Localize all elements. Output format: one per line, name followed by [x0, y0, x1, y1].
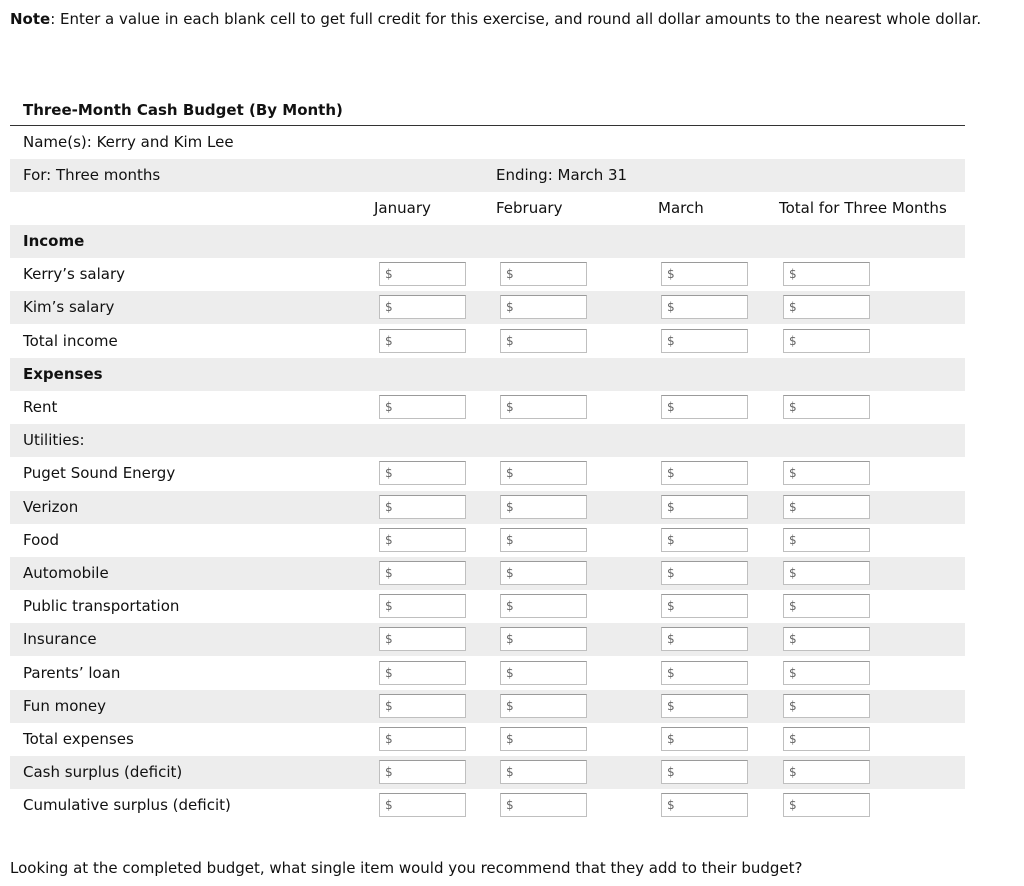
amount-cell-march[interactable] — [661, 262, 748, 286]
row-label: Verizon — [23, 498, 79, 516]
amount-cell-total[interactable] — [783, 329, 870, 353]
dollar-sign: $ — [385, 533, 393, 547]
row-label: Insurance — [23, 630, 97, 648]
budget-row-kerry-s-salary — [10, 258, 965, 291]
dollar-sign: $ — [385, 666, 393, 680]
amount-input-total[interactable] — [798, 463, 866, 483]
column-header-total: Total for Three Months — [779, 199, 947, 217]
for-label: For: Three months — [23, 166, 161, 184]
amount-cell-january[interactable] — [379, 461, 466, 485]
note-text: : Enter a value in each blank cell to get full credit for this exercise, and round all dollar amounts to the nearest whole dollar. — [50, 10, 982, 28]
amount-cell-january[interactable] — [379, 561, 466, 585]
period-row — [10, 159, 965, 192]
amount-cell-total[interactable] — [783, 661, 870, 685]
amount-input-total[interactable] — [798, 795, 866, 815]
amount-cell-january[interactable] — [379, 528, 466, 552]
amount-cell-total[interactable] — [783, 793, 870, 817]
dollar-sign: $ — [667, 765, 675, 779]
budget-row-cumulative-surplus-deficit — [10, 789, 965, 822]
dollar-sign: $ — [506, 466, 514, 480]
note-label: Note — [10, 10, 51, 28]
amount-cell-total[interactable] — [783, 262, 870, 286]
amount-input-march[interactable] — [676, 729, 744, 749]
amount-input-total[interactable] — [798, 297, 866, 317]
budget-row-expenses — [10, 358, 965, 391]
recommendation-question: Looking at the completed budget, what single item would you recommend that they add to their budget? — [10, 859, 803, 877]
amount-input-march[interactable] — [676, 264, 744, 284]
amount-input-january[interactable] — [394, 297, 462, 317]
budget-row-kim-s-salary — [10, 291, 965, 324]
amount-cell-january[interactable] — [379, 495, 466, 519]
amount-input-march[interactable] — [676, 497, 744, 517]
amount-input-total[interactable] — [798, 762, 866, 782]
amount-cell-march[interactable] — [661, 793, 748, 817]
amount-cell-january[interactable] — [379, 262, 466, 286]
amount-input-march[interactable] — [676, 629, 744, 649]
amount-input-march[interactable] — [676, 463, 744, 483]
dollar-sign: $ — [667, 666, 675, 680]
dollar-sign: $ — [506, 300, 514, 314]
dollar-sign: $ — [385, 500, 393, 514]
budget-row-parents-loan — [10, 657, 965, 690]
amount-input-total[interactable] — [798, 596, 866, 616]
row-label: Rent — [23, 398, 58, 416]
amount-input-february[interactable] — [515, 629, 583, 649]
amount-input-february[interactable] — [515, 463, 583, 483]
row-label: Kerry’s salary — [23, 265, 126, 283]
dollar-sign: $ — [506, 765, 514, 779]
dollar-sign: $ — [385, 466, 393, 480]
names-row — [10, 126, 965, 159]
amount-cell-march[interactable] — [661, 528, 748, 552]
amount-input-january[interactable] — [394, 463, 462, 483]
amount-input-january[interactable] — [394, 629, 462, 649]
dollar-sign: $ — [789, 500, 797, 514]
budget-row-rent — [10, 391, 965, 424]
budget-row-verizon — [10, 491, 965, 524]
amount-input-march[interactable] — [676, 762, 744, 782]
names-label: Name(s): Kerry and Kim Lee — [23, 133, 234, 151]
dollar-sign: $ — [789, 566, 797, 580]
row-label: Food — [23, 531, 59, 549]
dollar-sign: $ — [506, 334, 514, 348]
dollar-sign: $ — [385, 732, 393, 746]
budget-row-food — [10, 524, 965, 557]
budget-row-income — [10, 225, 965, 258]
column-header-march: March — [658, 199, 704, 217]
amount-input-march[interactable] — [676, 663, 744, 683]
amount-cell-total[interactable] — [783, 694, 870, 718]
amount-input-march[interactable] — [676, 331, 744, 351]
amount-cell-march[interactable] — [661, 594, 748, 618]
amount-input-march[interactable] — [676, 596, 744, 616]
dollar-sign: $ — [385, 300, 393, 314]
amount-cell-march[interactable] — [661, 661, 748, 685]
budget-row-automobile — [10, 557, 965, 590]
dollar-sign: $ — [667, 267, 675, 281]
amount-input-total[interactable] — [798, 264, 866, 284]
row-label: Parents’ loan — [23, 664, 121, 682]
section-heading: Expenses — [23, 365, 103, 383]
amount-cell-february[interactable] — [500, 561, 587, 585]
amount-cell-february[interactable] — [500, 694, 587, 718]
amount-input-february[interactable] — [515, 297, 583, 317]
amount-input-february[interactable] — [515, 762, 583, 782]
dollar-sign: $ — [506, 666, 514, 680]
row-label: Cash surplus (deficit) — [23, 763, 183, 781]
dollar-sign: $ — [385, 334, 393, 348]
amount-input-february[interactable] — [515, 596, 583, 616]
amount-input-total[interactable] — [798, 696, 866, 716]
dollar-sign: $ — [789, 732, 797, 746]
amount-input-total[interactable] — [798, 331, 866, 351]
amount-input-january[interactable] — [394, 331, 462, 351]
dollar-sign: $ — [789, 334, 797, 348]
dollar-sign: $ — [385, 798, 393, 812]
dollar-sign: $ — [385, 699, 393, 713]
dollar-sign: $ — [789, 798, 797, 812]
amount-cell-february[interactable] — [500, 594, 587, 618]
amount-cell-total[interactable] — [783, 727, 870, 751]
amount-input-march[interactable] — [676, 397, 744, 417]
dollar-sign: $ — [789, 267, 797, 281]
dollar-sign: $ — [667, 334, 675, 348]
dollar-sign: $ — [667, 533, 675, 547]
amount-cell-january[interactable] — [379, 793, 466, 817]
dollar-sign: $ — [385, 267, 393, 281]
dollar-sign: $ — [667, 798, 675, 812]
amount-cell-march[interactable] — [661, 395, 748, 419]
amount-cell-total[interactable] — [783, 495, 870, 519]
amount-cell-february[interactable] — [500, 395, 587, 419]
amount-input-total[interactable] — [798, 563, 866, 583]
amount-cell-january[interactable] — [379, 295, 466, 319]
amount-cell-february[interactable] — [500, 495, 587, 519]
amount-cell-total[interactable] — [783, 395, 870, 419]
amount-input-january[interactable] — [394, 596, 462, 616]
dollar-sign: $ — [667, 466, 675, 480]
amount-input-total[interactable] — [798, 629, 866, 649]
dollar-sign: $ — [385, 400, 393, 414]
amount-input-march[interactable] — [676, 696, 744, 716]
column-header-row — [10, 192, 965, 225]
amount-input-total[interactable] — [798, 663, 866, 683]
dollar-sign: $ — [506, 632, 514, 646]
amount-cell-march[interactable] — [661, 760, 748, 784]
amount-cell-january[interactable] — [379, 627, 466, 651]
row-label: Fun money — [23, 697, 106, 715]
amount-cell-february[interactable] — [500, 793, 587, 817]
amount-input-january[interactable] — [394, 563, 462, 583]
amount-input-january[interactable] — [394, 264, 462, 284]
amount-cell-march[interactable] — [661, 495, 748, 519]
amount-cell-march[interactable] — [661, 627, 748, 651]
dollar-sign: $ — [506, 699, 514, 713]
amount-input-march[interactable] — [676, 795, 744, 815]
dollar-sign: $ — [789, 533, 797, 547]
row-label: Kim’s salary — [23, 298, 115, 316]
amount-input-total[interactable] — [798, 397, 866, 417]
ending-label: Ending: March 31 — [496, 166, 628, 184]
row-label: Public transportation — [23, 597, 180, 615]
dollar-sign: $ — [506, 566, 514, 580]
amount-input-january[interactable] — [394, 729, 462, 749]
dollar-sign: $ — [667, 699, 675, 713]
dollar-sign: $ — [385, 632, 393, 646]
amount-cell-march[interactable] — [661, 329, 748, 353]
amount-input-total[interactable] — [798, 497, 866, 517]
amount-cell-january[interactable] — [379, 329, 466, 353]
dollar-sign: $ — [789, 599, 797, 613]
amount-cell-february[interactable] — [500, 528, 587, 552]
row-label: Utilities: — [23, 431, 85, 449]
amount-cell-february[interactable] — [500, 329, 587, 353]
amount-cell-january[interactable] — [379, 395, 466, 419]
dollar-sign: $ — [789, 666, 797, 680]
dollar-sign: $ — [789, 765, 797, 779]
amount-input-february[interactable] — [515, 696, 583, 716]
dollar-sign: $ — [667, 566, 675, 580]
dollar-sign: $ — [667, 300, 675, 314]
amount-input-total[interactable] — [798, 530, 866, 550]
dollar-sign: $ — [667, 632, 675, 646]
dollar-sign: $ — [506, 732, 514, 746]
amount-input-february[interactable] — [515, 795, 583, 815]
amount-cell-total[interactable] — [783, 461, 870, 485]
dollar-sign: $ — [506, 599, 514, 613]
amount-input-january[interactable] — [394, 497, 462, 517]
amount-input-january[interactable] — [394, 397, 462, 417]
amount-cell-february[interactable] — [500, 627, 587, 651]
row-label: Cumulative surplus (deficit) — [23, 796, 231, 814]
dollar-sign: $ — [667, 732, 675, 746]
amount-input-february[interactable] — [515, 264, 583, 284]
amount-cell-january[interactable] — [379, 727, 466, 751]
amount-input-february[interactable] — [515, 397, 583, 417]
amount-cell-total[interactable] — [783, 594, 870, 618]
amount-cell-january[interactable] — [379, 694, 466, 718]
amount-input-february[interactable] — [515, 729, 583, 749]
column-header-january: January — [374, 199, 431, 217]
dollar-sign: $ — [667, 599, 675, 613]
dollar-sign: $ — [506, 533, 514, 547]
dollar-sign: $ — [789, 300, 797, 314]
budget-row-cash-surplus-deficit — [10, 756, 965, 789]
amount-cell-february[interactable] — [500, 727, 587, 751]
amount-cell-february[interactable] — [500, 295, 587, 319]
amount-cell-total[interactable] — [783, 627, 870, 651]
amount-cell-january[interactable] — [379, 661, 466, 685]
amount-cell-february[interactable] — [500, 262, 587, 286]
budget-row-total-income — [10, 325, 965, 358]
dollar-sign: $ — [506, 798, 514, 812]
amount-cell-total[interactable] — [783, 295, 870, 319]
amount-cell-march[interactable] — [661, 727, 748, 751]
dollar-sign: $ — [385, 599, 393, 613]
row-label: Total expenses — [23, 730, 134, 748]
amount-input-march[interactable] — [676, 530, 744, 550]
amount-input-january[interactable] — [394, 696, 462, 716]
amount-cell-march[interactable] — [661, 461, 748, 485]
amount-cell-total[interactable] — [783, 760, 870, 784]
dollar-sign: $ — [789, 400, 797, 414]
budget-title: Three-Month Cash Budget (By Month) — [23, 101, 343, 119]
budget-row-public-transportation — [10, 590, 965, 623]
amount-cell-march[interactable] — [661, 561, 748, 585]
amount-cell-total[interactable] — [783, 528, 870, 552]
dollar-sign: $ — [789, 699, 797, 713]
row-label: Puget Sound Energy — [23, 464, 176, 482]
dollar-sign: $ — [667, 400, 675, 414]
dollar-sign: $ — [667, 500, 675, 514]
instruction-note — [10, 9, 1020, 29]
section-heading: Income — [23, 232, 85, 250]
budget-row-insurance — [10, 623, 965, 656]
budget-row-fun-money — [10, 690, 965, 723]
budget-row-total-expenses — [10, 723, 965, 756]
amount-input-february[interactable] — [515, 331, 583, 351]
amount-input-march[interactable] — [676, 563, 744, 583]
amount-cell-march[interactable] — [661, 295, 748, 319]
dollar-sign: $ — [789, 632, 797, 646]
amount-input-february[interactable] — [515, 563, 583, 583]
amount-input-february[interactable] — [515, 663, 583, 683]
amount-input-january[interactable] — [394, 663, 462, 683]
amount-cell-february[interactable] — [500, 661, 587, 685]
dollar-sign: $ — [385, 765, 393, 779]
amount-input-january[interactable] — [394, 530, 462, 550]
column-header-february: February — [496, 199, 563, 217]
amount-cell-march[interactable] — [661, 694, 748, 718]
dollar-sign: $ — [506, 267, 514, 281]
amount-cell-january[interactable] — [379, 594, 466, 618]
amount-cell-january[interactable] — [379, 760, 466, 784]
dollar-sign: $ — [506, 500, 514, 514]
amount-input-january[interactable] — [394, 795, 462, 815]
amount-input-march[interactable] — [676, 297, 744, 317]
dollar-sign: $ — [385, 566, 393, 580]
amount-input-total[interactable] — [798, 729, 866, 749]
row-label: Total income — [23, 332, 118, 350]
amount-cell-february[interactable] — [500, 461, 587, 485]
dollar-sign: $ — [789, 466, 797, 480]
amount-cell-total[interactable] — [783, 561, 870, 585]
budget-row-puget-sound-energy — [10, 457, 965, 490]
amount-input-february[interactable] — [515, 497, 583, 517]
amount-input-february[interactable] — [515, 530, 583, 550]
budget-row-utilities — [10, 424, 965, 457]
dollar-sign: $ — [506, 400, 514, 414]
amount-cell-february[interactable] — [500, 760, 587, 784]
amount-input-january[interactable] — [394, 762, 462, 782]
row-label: Automobile — [23, 564, 109, 582]
